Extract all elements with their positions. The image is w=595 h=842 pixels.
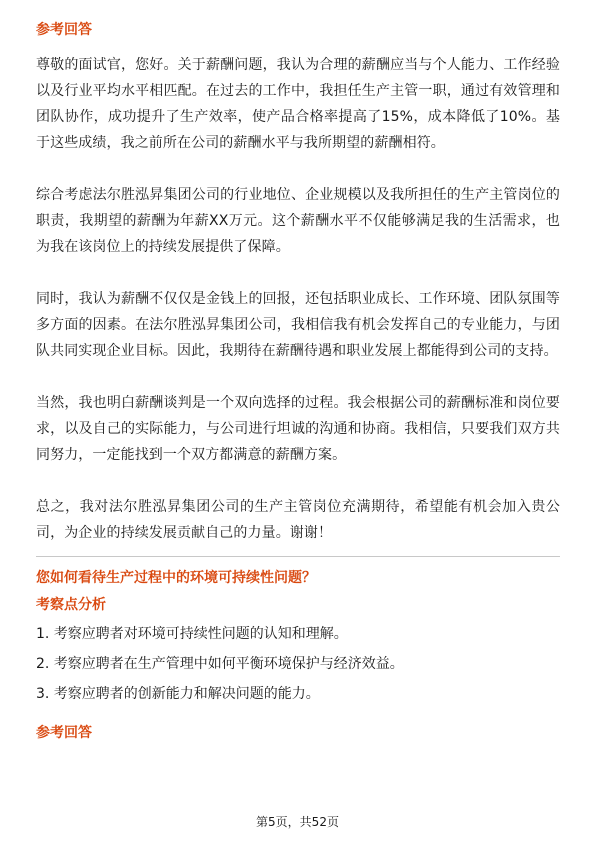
answer-heading: 参考回答 bbox=[36, 22, 92, 38]
analysis-item: 2. 考察应聘者在生产管理中如何平衡环境保护与经济效益。 bbox=[36, 656, 404, 672]
analysis-list bbox=[36, 623, 560, 705]
interview-question: 您如何看待生产过程中的环境可持续性问题？ bbox=[36, 570, 316, 586]
analysis-item: 1. 考察应聘者对环境可持续性问题的认知和理解。 bbox=[36, 626, 348, 642]
answer-paragraph: 尊敬的面试官，您好。关于薪酬问题，我认为合理的薪酬应当与个人能力、工作经验以及行业平均水平相匹配。在过去的工作中，我担任生产主管一职，通过有效管理和团队协作，成功提升了生产效率，使产品合格率提高了15%，成本降低了10%。基于这些成绩，我之前所在公司的薪酬水平与我所期望的薪酬相符。 bbox=[36, 57, 560, 151]
answer-paragraph: 同时，我认为薪酬不仅仅是金钱上的回报，还包括职业成长、工作环境、团队氛围等多方面的因素。在法尔胜泓昇集团公司，我相信我有机会发挥自己的专业能力，与团队共同实现企业目标。因此，我期待在薪酬待遇和职业发展上都能得到公司的支持。 bbox=[36, 291, 560, 359]
analysis-heading: 考察点分析 bbox=[36, 597, 106, 613]
page-number: 第5页，共52页 bbox=[256, 815, 339, 829]
page-content bbox=[36, 0, 560, 743]
answer-paragraph: 当然，我也明白薪酬谈判是一个双向选择的过程。我会根据公司的薪酬标准和岗位要求，以及自己的实际能力，与公司进行坦诚的沟通和协商。我相信，只要我们双方共同努力，一定能找到一个双方都满意的薪酬方案。 bbox=[36, 395, 560, 463]
answer-paragraph: 综合考虑法尔胜泓昇集团公司的行业地位、企业规模以及我所担任的生产主管岗位的职责，我期望的薪酬为年薪XX万元。这个薪酬水平不仅能够满足我的生活需求，也为我在该岗位上的持续发展提供了保障。 bbox=[36, 187, 560, 255]
answer-paragraph: 总之，我对法尔胜泓昇集团公司的生产主管岗位充满期待，希望能有机会加入贵公司，为企业的持续发展贡献自己的力量。谢谢！ bbox=[36, 499, 560, 541]
next-answer-heading: 参考回答 bbox=[36, 725, 92, 741]
analysis-item: 3. 考察应聘者的创新能力和解决问题的能力。 bbox=[36, 686, 320, 702]
